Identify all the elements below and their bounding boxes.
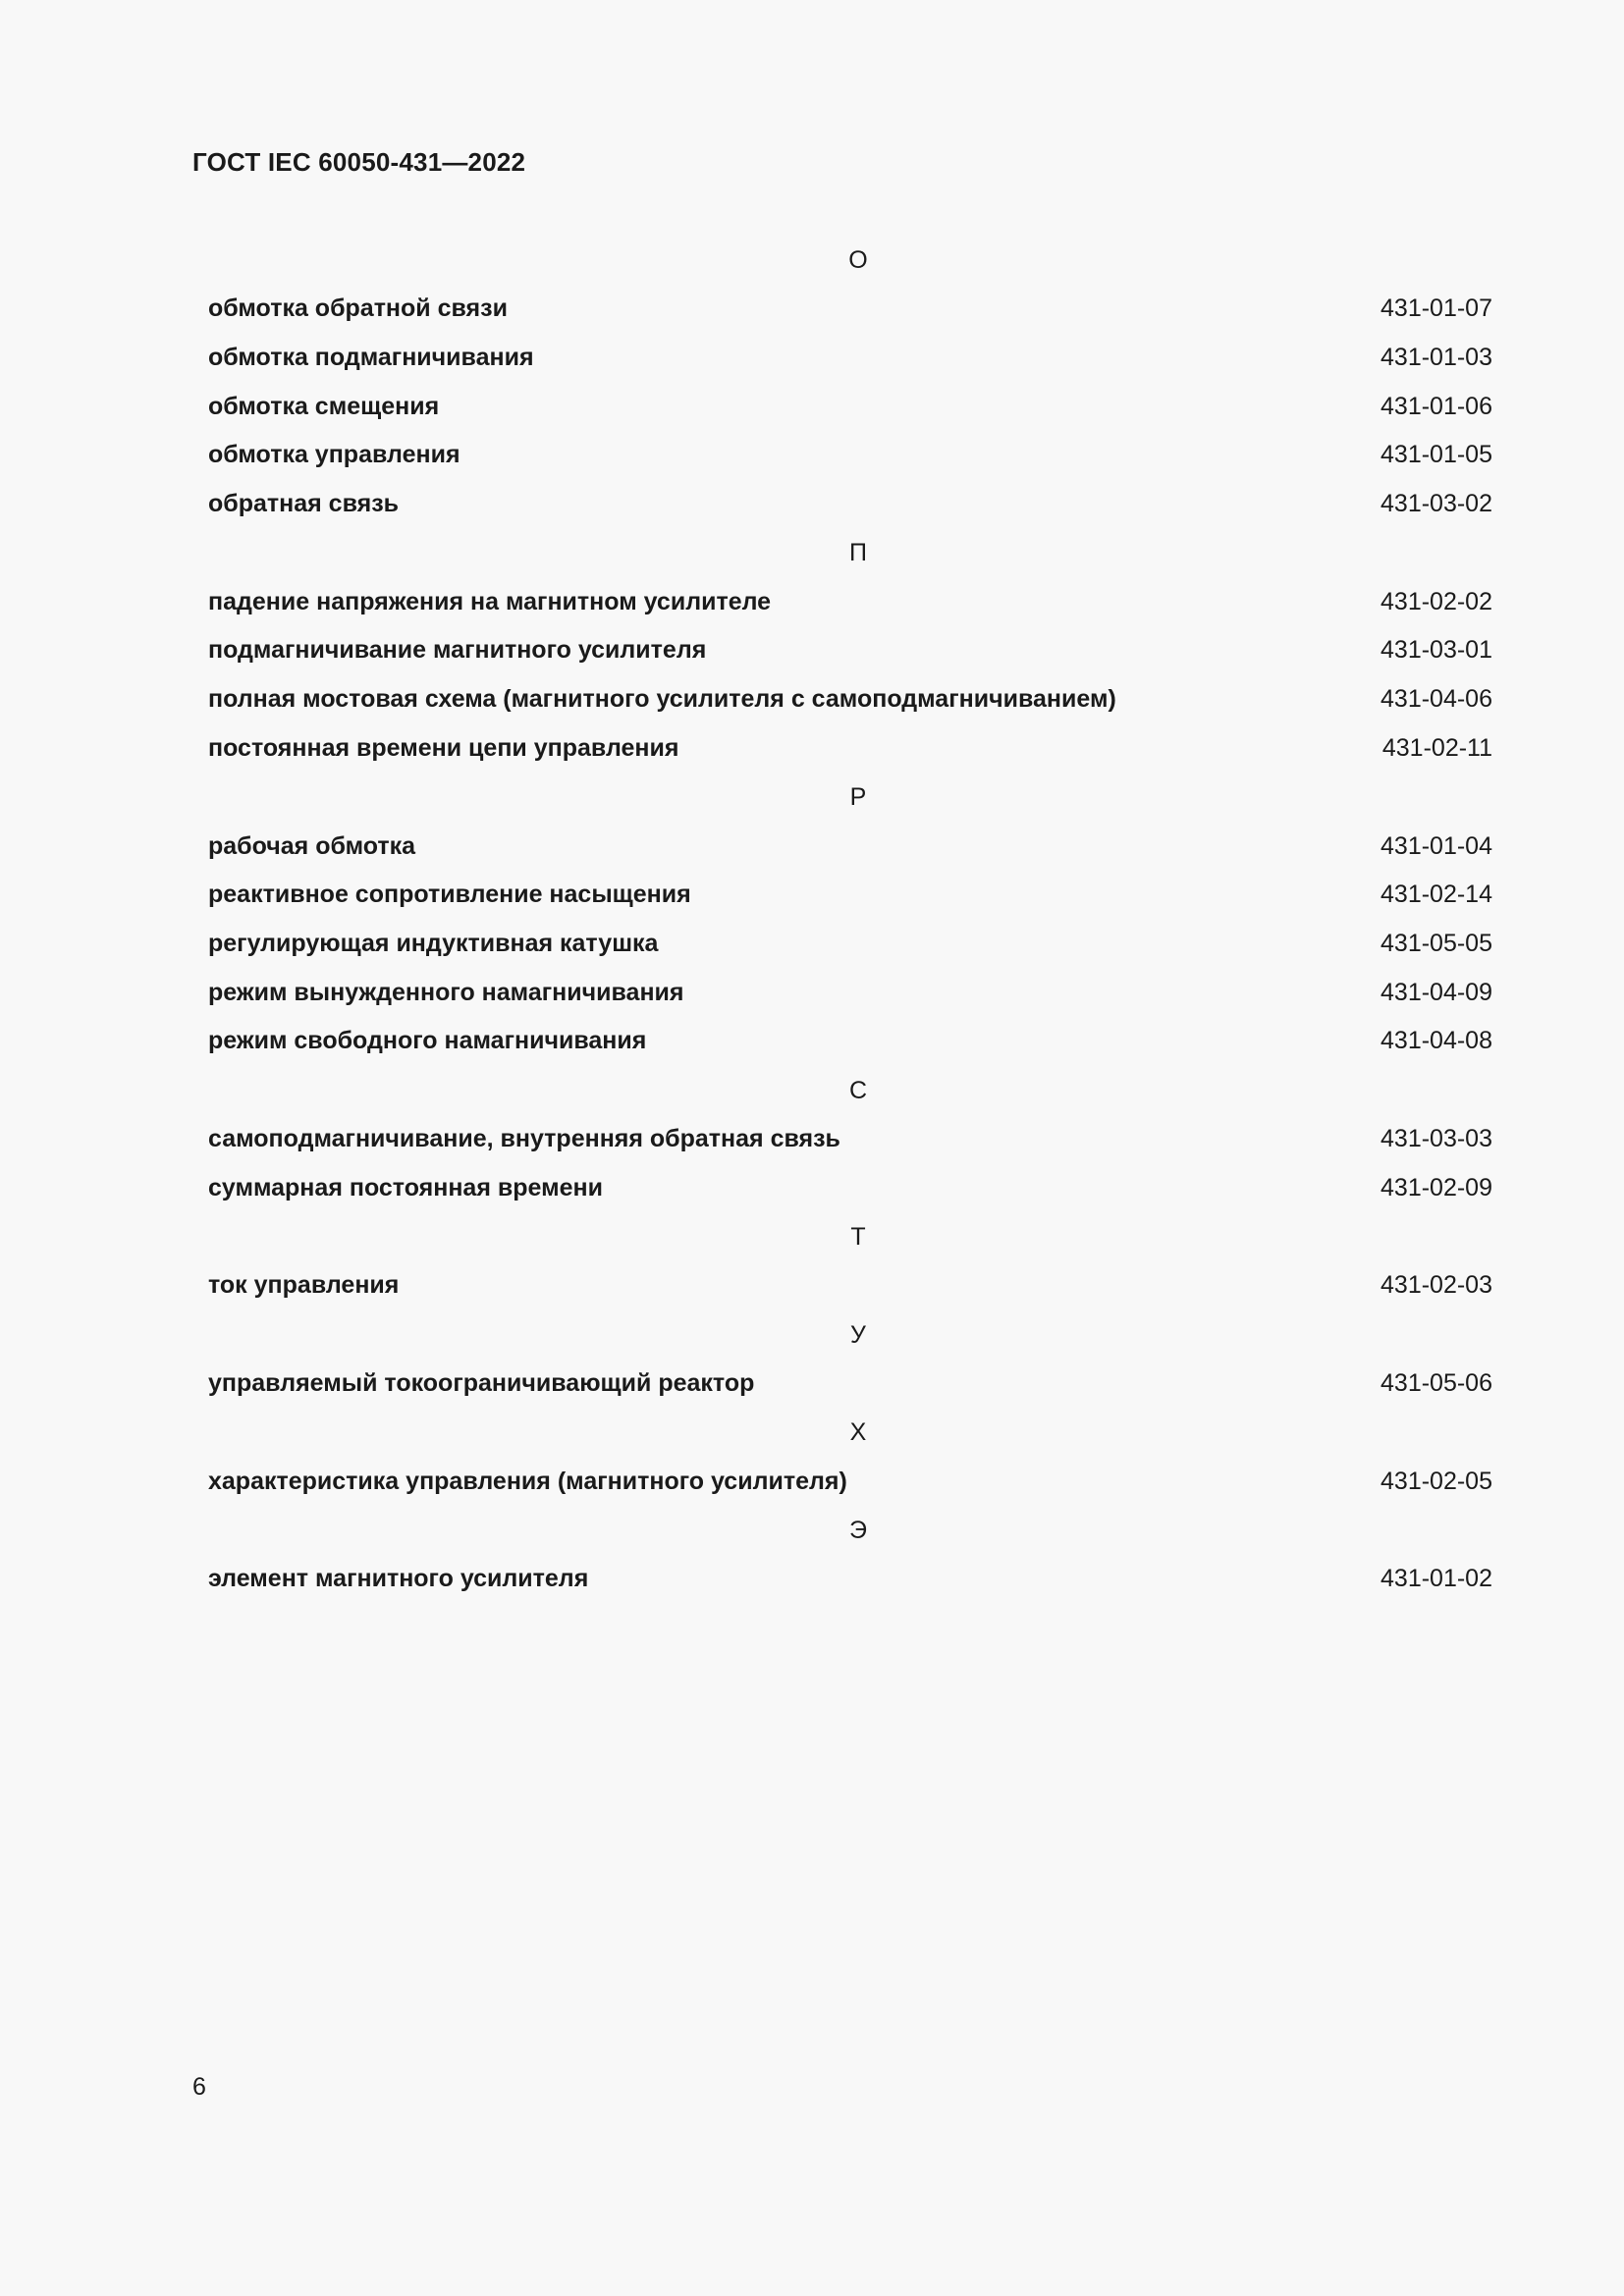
index-entry bbox=[208, 1261, 1492, 1310]
entry-term: самоподмагничивание, внутренняя обратная связь bbox=[208, 1124, 840, 1152]
index-entry bbox=[208, 822, 1492, 871]
entry-code: 431-01-04 bbox=[1380, 831, 1492, 860]
index-entry bbox=[208, 1115, 1492, 1164]
index-entry bbox=[208, 285, 1492, 334]
index-entry bbox=[208, 626, 1492, 675]
entry-term: элемент магнитного усилителя bbox=[208, 1565, 589, 1593]
entry-code: 431-02-03 bbox=[1380, 1271, 1492, 1300]
index-entry bbox=[208, 431, 1492, 480]
index-entry bbox=[208, 334, 1492, 383]
index-entry bbox=[208, 1555, 1492, 1604]
index-section bbox=[208, 1066, 1492, 1212]
entry-code: 431-05-05 bbox=[1380, 929, 1492, 957]
entry-code: 431-02-05 bbox=[1380, 1467, 1492, 1495]
entry-code: 431-02-09 bbox=[1380, 1173, 1492, 1201]
section-letter: Т bbox=[850, 1223, 866, 1251]
index-entry bbox=[208, 675, 1492, 724]
index-entry bbox=[208, 1163, 1492, 1212]
index-section bbox=[208, 236, 1492, 528]
entry-term: подмагничивание магнитного усилителя bbox=[208, 636, 707, 665]
entry-code: 431-04-09 bbox=[1380, 978, 1492, 1006]
index-section bbox=[208, 773, 1492, 1065]
entry-code: 431-01-07 bbox=[1380, 294, 1492, 323]
index-entry bbox=[208, 382, 1492, 431]
index-section bbox=[208, 1310, 1492, 1409]
entry-term: обратная связь bbox=[208, 490, 399, 518]
entry-term: полная мостовая схема (магнитного усилителя с самоподмагничиванием) bbox=[208, 685, 1116, 714]
section-letter: Э bbox=[849, 1517, 867, 1545]
entry-code: 431-03-02 bbox=[1380, 490, 1492, 518]
entry-code: 431-01-02 bbox=[1380, 1565, 1492, 1593]
section-letter: Р bbox=[849, 783, 867, 812]
index-section bbox=[208, 1506, 1492, 1604]
section-letter: Х bbox=[849, 1418, 867, 1447]
index-entry bbox=[208, 724, 1492, 774]
section-letter: С bbox=[848, 1076, 868, 1104]
entry-term: режим свободного намагничивания bbox=[208, 1027, 647, 1055]
section-letter: О bbox=[848, 246, 868, 274]
index-entry bbox=[208, 968, 1492, 1017]
entry-term: управляемый токоограничивающий реактор bbox=[208, 1369, 755, 1398]
index-entry bbox=[208, 1457, 1492, 1506]
entry-code: 431-05-06 bbox=[1380, 1369, 1492, 1398]
entry-term: обмотка управления bbox=[208, 441, 460, 469]
entry-term: режим вынужденного намагничивания bbox=[208, 978, 684, 1006]
entry-term: обмотка смещения bbox=[208, 392, 440, 420]
entry-term: ток управления bbox=[208, 1271, 400, 1300]
alphabetical-term-index bbox=[208, 236, 1492, 1604]
section-letter: П bbox=[849, 539, 867, 567]
entry-term: обмотка обратной связи bbox=[208, 294, 508, 323]
index-entry bbox=[208, 871, 1492, 920]
entry-code: 431-01-06 bbox=[1380, 392, 1492, 420]
entry-term: обмотка подмагничивания bbox=[208, 344, 534, 372]
document-header-title: ГОСТ IEC 60050-431—2022 bbox=[192, 147, 526, 177]
entry-code: 431-03-01 bbox=[1380, 636, 1492, 665]
entry-term: постоянная времени цепи управления bbox=[208, 733, 679, 762]
index-entry bbox=[208, 1360, 1492, 1409]
entry-code: 431-02-11 bbox=[1381, 733, 1492, 762]
index-section bbox=[208, 1212, 1492, 1310]
entry-term: суммарная постоянная времени bbox=[208, 1173, 603, 1201]
page-number: 6 bbox=[192, 2073, 206, 2101]
entry-term: падение напряжения на магнитном усилителе bbox=[208, 587, 772, 615]
entry-code: 431-01-05 bbox=[1380, 441, 1492, 469]
index-section bbox=[208, 528, 1492, 773]
entry-code: 431-02-02 bbox=[1380, 587, 1492, 615]
entry-term: реактивное сопротивление насыщения bbox=[208, 881, 691, 909]
index-entry bbox=[208, 480, 1492, 529]
entry-code: 431-03-03 bbox=[1380, 1124, 1492, 1152]
entry-term: регулирующая индуктивная катушка bbox=[208, 929, 659, 957]
entry-code: 431-04-06 bbox=[1380, 685, 1492, 714]
entry-term: рабочая обмотка bbox=[208, 831, 416, 860]
index-entry bbox=[208, 1017, 1492, 1066]
entry-term: характеристика управления (магнитного усилителя) bbox=[208, 1467, 847, 1495]
section-letter: У bbox=[850, 1320, 866, 1349]
index-entry bbox=[208, 920, 1492, 969]
entry-code: 431-04-08 bbox=[1380, 1027, 1492, 1055]
entry-code: 431-01-03 bbox=[1380, 344, 1492, 372]
index-section bbox=[208, 1408, 1492, 1506]
index-entry bbox=[208, 577, 1492, 626]
entry-code: 431-02-14 bbox=[1380, 881, 1492, 909]
